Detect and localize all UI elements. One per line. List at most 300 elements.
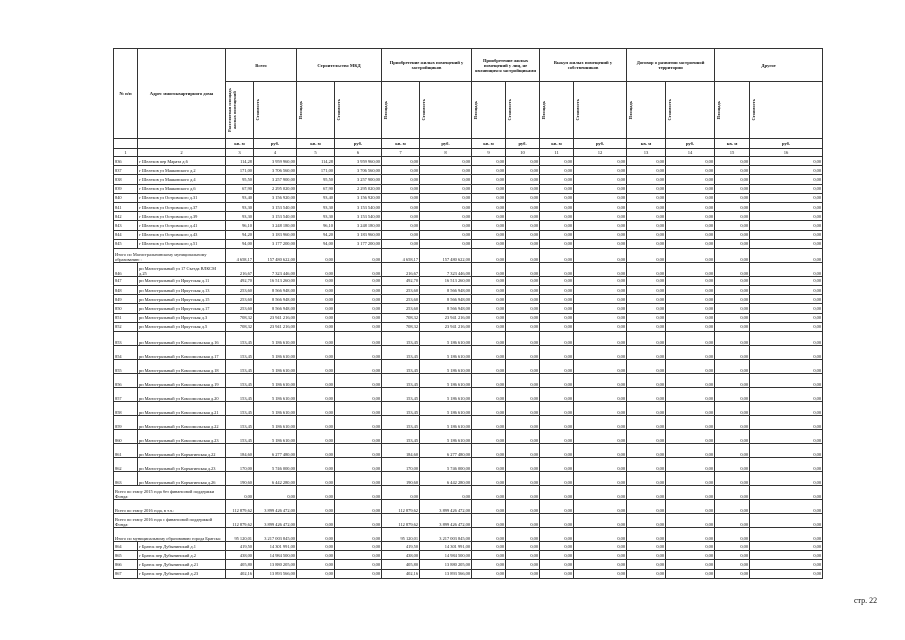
row-number: 838 — [114, 175, 138, 184]
value-cell: 94,20 — [226, 230, 254, 239]
row-number: 853 — [114, 332, 138, 346]
value-cell: 0,00 — [472, 175, 506, 184]
value-cell: 0,00 — [540, 184, 574, 193]
value-cell: 0,00 — [472, 248, 506, 262]
value-cell: 0,00 — [297, 295, 335, 304]
value-cell: 0,00 — [666, 458, 715, 472]
value-cell: 190,60 — [382, 472, 420, 486]
value-cell: 0,00 — [335, 458, 382, 472]
sub-cost: Стоимость — [574, 82, 627, 139]
value-cell: 67,90 — [226, 184, 254, 193]
table-row — [114, 388, 823, 402]
table-row — [114, 360, 823, 374]
value-cell: 0,00 — [666, 500, 715, 514]
value-cell: 0,00 — [574, 346, 627, 360]
value-cell: 0,00 — [297, 402, 335, 416]
value-cell: 0,00 — [627, 388, 666, 402]
value-cell: 5 186 610,00 — [420, 374, 472, 388]
value-cell: 0,00 — [472, 184, 506, 193]
value-cell: 0,00 — [715, 388, 750, 402]
value-cell: 405,80 — [382, 560, 420, 569]
value-cell: 0,00 — [715, 346, 750, 360]
value-cell: 3 153 540,00 — [254, 202, 297, 211]
value-cell: 0,00 — [335, 416, 382, 430]
address-cell: г Братск пер Дубынинский д.21 — [138, 560, 226, 569]
row-number: 851 — [114, 313, 138, 322]
value-cell: 0,00 — [715, 248, 750, 262]
value-cell: 0,00 — [335, 388, 382, 402]
value-cell: 0,00 — [472, 360, 506, 374]
value-cell: 23 941 216,00 — [254, 313, 297, 322]
value-cell: 8 566 948,00 — [254, 295, 297, 304]
value-cell: 0,00 — [335, 332, 382, 346]
value-cell: 0,00 — [472, 560, 506, 569]
value-cell: 0,00 — [750, 212, 823, 221]
value-cell: 0,00 — [627, 551, 666, 560]
row-number: 842 — [114, 212, 138, 221]
value-cell: 0,00 — [627, 276, 666, 285]
value-cell: 0,00 — [666, 551, 715, 560]
value-cell: 402,16 — [226, 569, 254, 578]
value-cell: 0,00 — [750, 157, 823, 166]
value-cell: 0,00 — [574, 313, 627, 322]
value-cell: 0,00 — [627, 184, 666, 193]
value-cell: 0,00 — [715, 430, 750, 444]
value-cell: 0,00 — [540, 374, 574, 388]
value-cell: 0,00 — [574, 276, 627, 285]
value-cell: 0,00 — [472, 430, 506, 444]
value-cell: 0,00 — [666, 444, 715, 458]
value-cell: 0,00 — [627, 262, 666, 276]
value-cell: 3 156 920,00 — [254, 193, 297, 202]
value-cell: 93,30 — [297, 202, 335, 211]
value-cell: 0,00 — [506, 346, 540, 360]
value-cell: 0,00 — [540, 416, 574, 430]
value-cell: 0,00 — [750, 402, 823, 416]
value-cell: 190,60 — [226, 472, 254, 486]
value-cell: 0,00 — [506, 360, 540, 374]
value-cell: 0,00 — [666, 560, 715, 569]
table-row — [114, 313, 823, 322]
value-cell: 0,00 — [506, 569, 540, 578]
value-cell: 153,45 — [382, 346, 420, 360]
value-cell: 0,00 — [715, 157, 750, 166]
value-cell: 0,00 — [574, 212, 627, 221]
value-cell: 0,00 — [297, 304, 335, 313]
value-cell: 0,00 — [750, 346, 823, 360]
address-cell: рп Магистральный ул Комсомольская д.19 — [138, 374, 226, 388]
value-cell: 5 186 610,00 — [254, 332, 297, 346]
value-cell: 4 658,17 — [226, 248, 254, 262]
value-cell: 0,00 — [506, 212, 540, 221]
value-cell: 0,00 — [335, 430, 382, 444]
unit-rub: руб. — [335, 139, 382, 149]
column-number: 1 — [114, 149, 138, 157]
value-cell: 0,00 — [335, 472, 382, 486]
value-cell: 184,60 — [382, 444, 420, 458]
value-cell: 153,45 — [226, 374, 254, 388]
value-cell: 0,00 — [420, 166, 472, 175]
value-cell: 0,00 — [472, 528, 506, 542]
value-cell: 0,00 — [540, 295, 574, 304]
value-cell: 0,00 — [506, 472, 540, 486]
table-row — [114, 239, 823, 248]
value-cell: 0,00 — [715, 304, 750, 313]
value-cell: 0,00 — [335, 551, 382, 560]
value-cell: 0,00 — [335, 286, 382, 295]
value-cell: 0,00 — [297, 276, 335, 285]
header-address: Адрес многоквартирного дома — [138, 49, 226, 139]
value-cell: 3 706 560,00 — [254, 166, 297, 175]
address-cell: рп Магистральный ул Комсомольская д.20 — [138, 388, 226, 402]
value-cell: 0,00 — [627, 212, 666, 221]
address-cell: рп Магистральный ул Иркутская д.5 — [138, 322, 226, 331]
value-cell: 0,00 — [715, 212, 750, 221]
address-cell: Всего по этапу 2016 года, в т.ч.: — [114, 500, 226, 514]
value-cell: 0,00 — [666, 166, 715, 175]
header-buyout: Выкуп жилых помещений у собственников — [540, 49, 627, 82]
value-cell: 0,00 — [420, 202, 472, 211]
value-cell: 0,00 — [627, 221, 666, 230]
value-cell: 0,00 — [335, 313, 382, 322]
value-cell: 0,00 — [715, 458, 750, 472]
value-cell: 0,00 — [540, 458, 574, 472]
value-cell: 0,00 — [297, 360, 335, 374]
value-cell: 112 879,62 — [382, 500, 420, 514]
value-cell: 153,45 — [382, 360, 420, 374]
value-cell: 0,00 — [472, 166, 506, 175]
value-cell: 3 899 426 472,00 — [254, 500, 297, 514]
value-cell: 0,00 — [297, 551, 335, 560]
value-cell: 0,00 — [666, 157, 715, 166]
value-cell: 0,00 — [226, 486, 254, 500]
value-cell: 0,00 — [666, 346, 715, 360]
header-purchase-nondev: Приобретение жилых помещений у лиц, не являющихся застройщиками — [472, 49, 540, 82]
value-cell: 0,00 — [506, 551, 540, 560]
table-row — [114, 166, 823, 175]
value-cell: 253,60 — [226, 295, 254, 304]
row-number: 836 — [114, 157, 138, 166]
table-row — [114, 551, 823, 560]
summary-row — [114, 486, 823, 500]
value-cell: 0,00 — [750, 286, 823, 295]
value-cell: 0,00 — [666, 569, 715, 578]
value-cell: 0,00 — [750, 551, 823, 560]
value-cell: 0,00 — [574, 175, 627, 184]
sub-area: Площадь — [715, 82, 750, 139]
value-cell: 3 153 540,00 — [254, 212, 297, 221]
value-cell: 0,00 — [627, 248, 666, 262]
value-cell: 0,00 — [335, 304, 382, 313]
value-cell: 0,00 — [574, 184, 627, 193]
value-cell: 0,00 — [472, 346, 506, 360]
value-cell: 0,00 — [750, 569, 823, 578]
value-cell: 0,00 — [335, 569, 382, 578]
value-cell: 0,00 — [540, 221, 574, 230]
value-cell: 0,00 — [472, 472, 506, 486]
value-cell: 3 177 200,00 — [335, 239, 382, 248]
value-cell: 5 746 000,00 — [254, 458, 297, 472]
value-cell: 0,00 — [715, 276, 750, 285]
value-cell: 5 746 000,00 — [420, 458, 472, 472]
value-cell: 171,00 — [226, 166, 254, 175]
value-cell: 0,00 — [506, 230, 540, 239]
value-cell: 0,00 — [750, 202, 823, 211]
row-number: 854 — [114, 346, 138, 360]
value-cell: 153,45 — [226, 402, 254, 416]
value-cell: 0,00 — [715, 551, 750, 560]
value-cell: 0,00 — [715, 184, 750, 193]
value-cell: 0,00 — [540, 486, 574, 500]
unit-rub: руб. — [666, 139, 715, 149]
value-cell: 0,00 — [715, 560, 750, 569]
value-cell: 0,00 — [574, 388, 627, 402]
value-cell: 0,00 — [540, 286, 574, 295]
value-cell: 0,00 — [750, 221, 823, 230]
value-cell: 114,28 — [226, 157, 254, 166]
table-row — [114, 286, 823, 295]
value-cell: 0,00 — [540, 360, 574, 374]
value-cell: 0,00 — [297, 444, 335, 458]
value-cell: 0,00 — [506, 500, 540, 514]
value-cell: 153,45 — [382, 430, 420, 444]
value-cell: 0,00 — [540, 346, 574, 360]
value-cell: 0,00 — [335, 444, 382, 458]
unit-rub: руб. — [506, 139, 540, 149]
value-cell: 0,00 — [335, 542, 382, 551]
value-cell: 0,00 — [420, 239, 472, 248]
value-cell: 16 513 260,00 — [254, 276, 297, 285]
value-cell: 2 295 020,00 — [335, 184, 382, 193]
value-cell: 13 893 566,00 — [420, 569, 472, 578]
value-cell: 0,00 — [297, 458, 335, 472]
value-cell: 0,00 — [506, 175, 540, 184]
value-cell: 0,00 — [715, 193, 750, 202]
row-number: 867 — [114, 569, 138, 578]
value-cell: 3 248 180,00 — [335, 221, 382, 230]
value-cell: 95 120,01 — [382, 528, 420, 542]
table-row — [114, 230, 823, 239]
value-cell: 0,00 — [666, 486, 715, 500]
value-cell: 216,67 — [382, 262, 420, 276]
column-number: 16 — [750, 149, 823, 157]
value-cell: 0,00 — [540, 402, 574, 416]
table-row — [114, 262, 823, 276]
value-cell: 0,00 — [335, 295, 382, 304]
address-cell: Итого по Магистральнинскому муниципальному образованию : — [114, 248, 226, 262]
value-cell: 0,00 — [627, 322, 666, 331]
value-cell: 0,00 — [574, 202, 627, 211]
value-cell: 93,30 — [297, 212, 335, 221]
resettlement-table — [113, 48, 823, 579]
value-cell: 0,00 — [574, 304, 627, 313]
value-cell: 0,00 — [666, 262, 715, 276]
value-cell: 0,00 — [472, 157, 506, 166]
value-cell: 0,00 — [750, 262, 823, 276]
value-cell: 3 177 200,00 — [254, 239, 297, 248]
value-cell: 184,60 — [226, 444, 254, 458]
address-cell: г Братск пер Дубынинский д.23 — [138, 569, 226, 578]
units-row — [114, 139, 823, 149]
value-cell: 153,45 — [226, 416, 254, 430]
value-cell: 0,00 — [472, 313, 506, 322]
table-row — [114, 346, 823, 360]
value-cell: 0,00 — [750, 388, 823, 402]
value-cell: 7 323 446,00 — [420, 262, 472, 276]
value-cell: 0,00 — [472, 239, 506, 248]
value-cell: 0,00 — [297, 346, 335, 360]
value-cell: 93,40 — [297, 193, 335, 202]
value-cell: 0,00 — [506, 486, 540, 500]
address-cell: Всего по этапу 2016 года с финансовой поддержкой Фонда: — [114, 514, 226, 528]
value-cell: 253,60 — [382, 295, 420, 304]
column-number: 2 — [138, 149, 226, 157]
value-cell: 0,00 — [750, 193, 823, 202]
value-cell: 0,00 — [335, 402, 382, 416]
value-cell: 0,00 — [420, 230, 472, 239]
column-number: 5 — [297, 149, 335, 157]
value-cell: 0,00 — [540, 193, 574, 202]
value-cell: 0,00 — [540, 157, 574, 166]
value-cell: 0,00 — [750, 458, 823, 472]
value-cell: 0,00 — [627, 486, 666, 500]
value-cell: 3 899 426 472,00 — [420, 500, 472, 514]
value-cell: 0,00 — [472, 374, 506, 388]
value-cell: 0,00 — [540, 388, 574, 402]
value-cell: 0,00 — [506, 262, 540, 276]
value-cell: 0,00 — [627, 430, 666, 444]
row-number: 855 — [114, 360, 138, 374]
value-cell: 0,00 — [540, 542, 574, 551]
value-cell: 0,00 — [627, 157, 666, 166]
value-cell: 170,00 — [382, 458, 420, 472]
value-cell: 0,00 — [297, 514, 335, 528]
column-number: 13 — [627, 149, 666, 157]
value-cell: 0,00 — [540, 332, 574, 346]
value-cell: 13 880 205,00 — [420, 560, 472, 569]
value-cell: 0,00 — [540, 551, 574, 560]
value-cell: 0,00 — [297, 560, 335, 569]
summary-row — [114, 528, 823, 542]
value-cell: 3 183 960,00 — [335, 230, 382, 239]
value-cell: 0,00 — [750, 175, 823, 184]
value-cell: 0,00 — [382, 230, 420, 239]
address-cell: г Шелехов ул Маяковского д.4 — [138, 175, 226, 184]
table-row — [114, 193, 823, 202]
value-cell: 0,00 — [627, 313, 666, 322]
value-cell: 0,00 — [506, 166, 540, 175]
value-cell: 0,00 — [750, 166, 823, 175]
value-cell: 0,00 — [574, 444, 627, 458]
value-cell: 3 257 900,00 — [335, 175, 382, 184]
value-cell: 0,00 — [382, 175, 420, 184]
address-cell: г Братск пер Дубынинский д.2 — [138, 551, 226, 560]
table-row — [114, 472, 823, 486]
value-cell: 0,00 — [335, 374, 382, 388]
value-cell: 153,45 — [382, 416, 420, 430]
value-cell: 708,32 — [226, 322, 254, 331]
value-cell: 0,00 — [750, 295, 823, 304]
table-row — [114, 542, 823, 551]
value-cell: 0,00 — [750, 360, 823, 374]
unit-area: кв. м — [627, 139, 666, 149]
sub-cost: Стоимость — [254, 82, 297, 139]
address-cell: Всего по этапу 2015 года без финансовой поддержки Фонда: — [114, 486, 226, 500]
value-cell: 0,00 — [297, 542, 335, 551]
unit-rub: руб. — [750, 139, 823, 149]
table-row — [114, 458, 823, 472]
value-cell: 708,32 — [382, 322, 420, 331]
value-cell: 5 186 610,00 — [254, 360, 297, 374]
value-cell: 0,00 — [382, 184, 420, 193]
value-cell: 253,60 — [226, 304, 254, 313]
address-cell: рп Магистральный ул Корчагинская д.22 — [138, 444, 226, 458]
table-row — [114, 402, 823, 416]
value-cell: 3 899 426 472,00 — [420, 514, 472, 528]
value-cell: 0,00 — [540, 444, 574, 458]
row-number: 864 — [114, 542, 138, 551]
value-cell: 0,00 — [506, 444, 540, 458]
value-cell: 0,00 — [627, 416, 666, 430]
value-cell: 0,00 — [627, 332, 666, 346]
value-cell: 0,00 — [506, 276, 540, 285]
row-number: 863 — [114, 472, 138, 486]
header-num: № п/п — [114, 49, 138, 139]
value-cell: 0,00 — [472, 193, 506, 202]
value-cell: 253,60 — [226, 286, 254, 295]
unit-area: кв. м — [715, 139, 750, 149]
value-cell: 0,00 — [540, 472, 574, 486]
value-cell: 0,00 — [472, 286, 506, 295]
value-cell: 14 301 991,00 — [254, 542, 297, 551]
value-cell: 23 941 216,00 — [254, 322, 297, 331]
value-cell: 0,00 — [335, 528, 382, 542]
page-number: стр. 22 — [854, 596, 878, 605]
row-number: 852 — [114, 322, 138, 331]
value-cell: 94,00 — [297, 239, 335, 248]
value-cell: 0,00 — [666, 416, 715, 430]
value-cell: 0,00 — [715, 166, 750, 175]
value-cell: 0,00 — [627, 444, 666, 458]
table-row — [114, 276, 823, 285]
address-cell: г Шелехов ул Островского д.43 — [138, 230, 226, 239]
value-cell: 0,00 — [472, 262, 506, 276]
value-cell: 0,00 — [506, 193, 540, 202]
value-cell: 0,00 — [750, 430, 823, 444]
row-number: 860 — [114, 430, 138, 444]
value-cell: 419,50 — [226, 542, 254, 551]
value-cell: 0,00 — [627, 295, 666, 304]
value-cell: 0,00 — [335, 514, 382, 528]
column-number: 12 — [574, 149, 627, 157]
value-cell: 0,00 — [627, 202, 666, 211]
value-cell: 0,00 — [666, 193, 715, 202]
value-cell: 0,00 — [472, 221, 506, 230]
row-number: 856 — [114, 374, 138, 388]
value-cell: 0,00 — [472, 486, 506, 500]
value-cell: 0,00 — [666, 402, 715, 416]
value-cell: 0,00 — [574, 262, 627, 276]
value-cell: 0,00 — [627, 500, 666, 514]
row-number: 858 — [114, 402, 138, 416]
value-cell: 0,00 — [335, 276, 382, 285]
value-cell: 67,90 — [297, 184, 335, 193]
value-cell: 8 566 948,00 — [254, 304, 297, 313]
value-cell: 8 566 948,00 — [254, 286, 297, 295]
value-cell: 3 959 960,00 — [254, 157, 297, 166]
value-cell: 153,45 — [226, 430, 254, 444]
value-cell: 0,00 — [715, 221, 750, 230]
